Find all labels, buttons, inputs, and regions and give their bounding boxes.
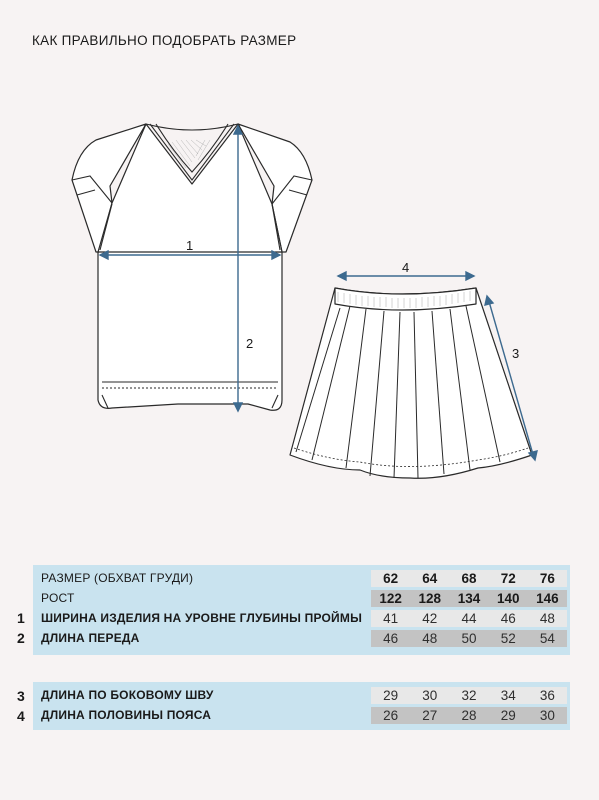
cell: 140 (496, 591, 520, 606)
cell: 29 (383, 688, 399, 703)
cell: 50 (461, 631, 477, 646)
cell: 52 (500, 631, 516, 646)
top-width-label: 1 (186, 238, 194, 253)
table-row-width (33, 608, 570, 628)
cell: 134 (457, 591, 481, 606)
table-row-side-length (33, 685, 570, 705)
cell: 30 (539, 708, 555, 723)
row-number: 4 (17, 708, 25, 724)
cell: 29 (500, 708, 516, 723)
cell: 46 (500, 611, 516, 626)
cell: 72 (500, 571, 516, 586)
cell: 36 (539, 688, 555, 703)
row-number: 2 (17, 630, 25, 646)
cell: 46 (383, 631, 399, 646)
skirt-waist-label: 4 (402, 260, 410, 275)
row-number: 3 (17, 688, 25, 704)
cell: 62 (383, 571, 399, 586)
table-row-half-waist (33, 705, 570, 725)
cell: 68 (461, 571, 477, 586)
row-values (371, 687, 567, 704)
cell: 122 (379, 591, 402, 606)
cell: 146 (536, 591, 559, 606)
cell: 27 (422, 708, 438, 723)
row-label: ДЛИНА ПОЛОВИНЫ ПОЯСА (41, 708, 212, 722)
row-label: ШИРИНА ИЗДЕЛИЯ НА УРОВНЕ ГЛУБИНЫ ПРОЙМЫ (41, 611, 363, 625)
cell: 48 (422, 631, 438, 646)
cell: 26 (383, 708, 399, 723)
cell: 41 (383, 611, 399, 626)
row-number: 1 (17, 610, 25, 626)
row-values (371, 570, 567, 587)
row-label: ДЛИНА ПО БОКОВОМУ ШВУ (41, 688, 214, 702)
page-title: КАК ПРАВИЛЬНО ПОДОБРАТЬ РАЗМЕР (32, 33, 297, 48)
cell: 76 (539, 571, 555, 586)
table-row-size (33, 568, 570, 588)
row-values (371, 590, 567, 607)
row-values (371, 707, 567, 724)
cell: 44 (461, 611, 477, 626)
row-label: РОСТ (41, 591, 75, 605)
top-length-label: 2 (246, 336, 254, 351)
cell: 48 (539, 611, 555, 626)
row-values (371, 610, 567, 627)
row-values (371, 630, 567, 647)
skirt-side-label: 3 (512, 346, 520, 361)
cell: 32 (461, 688, 477, 703)
cell: 128 (418, 591, 442, 606)
cell: 30 (422, 688, 438, 703)
cell: 34 (500, 688, 516, 703)
row-label: РАЗМЕР (ОБХВАТ ГРУДИ) (41, 571, 194, 585)
cell: 64 (422, 571, 438, 586)
cell: 42 (422, 611, 438, 626)
row-label: ДЛИНА ПЕРЕДА (41, 631, 140, 645)
cell: 54 (539, 631, 555, 646)
table-row-height (33, 588, 570, 608)
cell: 28 (461, 708, 477, 723)
table-row-front-length (33, 628, 570, 648)
